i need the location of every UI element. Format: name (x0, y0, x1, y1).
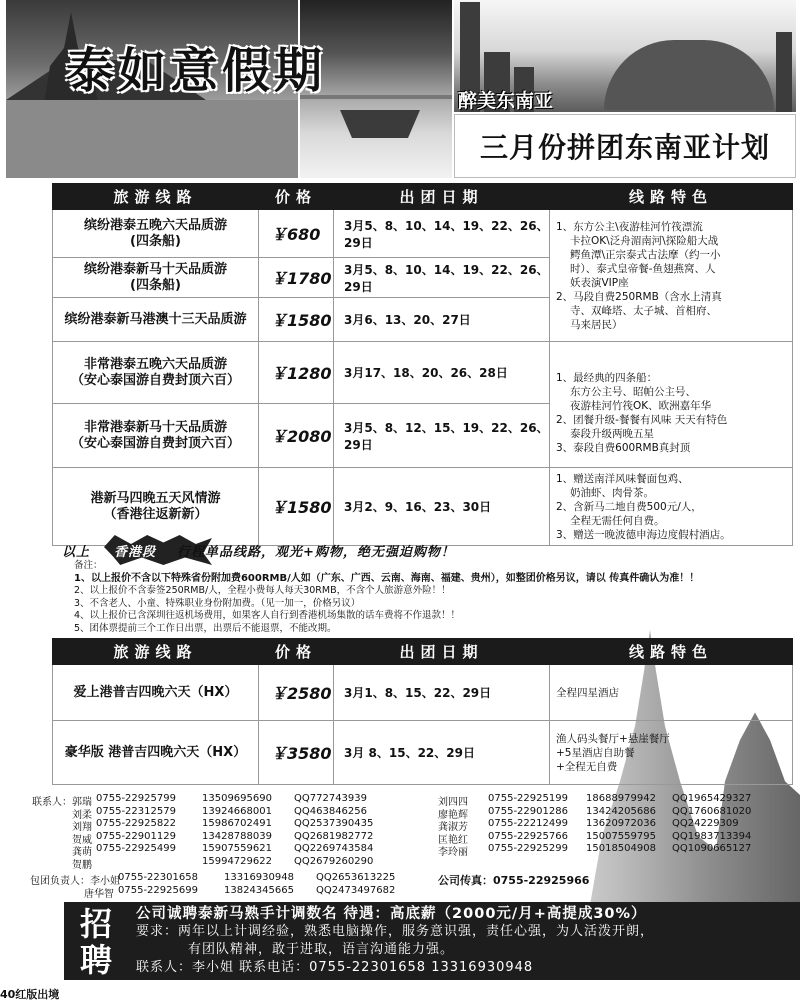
header-banner (6, 0, 796, 180)
contacts-left (30, 793, 414, 871)
contact-row: 李玲丽 0755-22925299 15018504908 QQ1090665127 (438, 843, 752, 858)
contacts-right (438, 793, 751, 856)
recruit-requirement: 有团队精神，敢于进取，语言沟通能力强。 (188, 942, 455, 957)
skyscraper-shape (776, 32, 792, 112)
header-route: 旅游线路 (53, 639, 259, 665)
route-price: ￥3580 (259, 721, 334, 785)
route-price: ￥2080 (259, 404, 334, 468)
route-features: 渔人码头餐厅+悬崖餐厅 +5星酒店自助餐 +全程无自费 (550, 721, 793, 785)
route-features: 1、东方公主\夜游桂河竹筏漂流 卡拉OK\泛舟湄南河\探险船大战 鳄鱼潭\正宗泰式古法摩（约一小 时）、泰式皇帝餐-鱼翅燕窝、人 妖表演VIP座 2、马段自费250RMB（含水上清真 寺、双峰塔、太子城、首相府、 马来居民） (550, 210, 793, 342)
recruit-contact: 联系人：李小姐 联系电话：0755-22301658 13316930948 (136, 960, 534, 975)
note-item: 5、团体票提前三个工作日出票，出票后不能退票，不能改期。 (74, 622, 337, 634)
route-table-2 (52, 638, 793, 785)
table-row (53, 721, 793, 785)
note-item: 4、以上报价已含深圳往返机场费用，如果客人自行到香港机场集散的话车费将不作退款！！ (74, 610, 461, 621)
contact-row: 龚淑芳 0755-22212499 13620972036 QQ24229309 (438, 818, 739, 833)
table-row (53, 665, 793, 721)
note-item: 1、以上报价不含以下特殊省份附加费600RMB/人如（广东、广西、云南、海南、福建、贵州），如整团价格另议，请以 传真件确认为准！！ (74, 572, 700, 584)
recruitment-banner (64, 902, 800, 980)
slogan-rest: 行程单品线路，观光+购物，绝无强迫购物！ (177, 545, 455, 560)
route-table-1 (52, 183, 793, 546)
contact-row: 龚萌 0755-22925499 15907559621 QQ2269743584 (72, 843, 374, 858)
note-item: 3、不含老人、小童、特殊职业身份附加费。（见一加一，价格另议） (74, 597, 361, 609)
route-dates: 3月1、8、15、22、29日 (334, 665, 550, 721)
esplanade-dome-shape (604, 40, 774, 110)
route-name: 非常港泰新马十天品质游 （安心泰国游自费封顶六百） (53, 404, 259, 468)
route-dates: 3月2、9、16、23、30日 (334, 468, 550, 546)
route-features: 全程四星酒店 (550, 665, 793, 721)
route-dates: 3月17、18、20、26、28日 (334, 342, 550, 404)
route-name: 缤纷港泰五晚六天品质游 (四条船) (53, 210, 259, 258)
contact-row: 贺鹏 15994729622 QQ2679260290 (72, 855, 374, 871)
contact-row: 匡艳红 0755-22925766 15007559795 QQ1983713394 (438, 830, 752, 846)
notes-section (52, 541, 792, 635)
contact-row: 廖艳辉 0755-22901286 13424205686 QQ1760681020 (438, 805, 752, 821)
route-name: 缤纷港泰新马十天品质游 (四条船) (53, 258, 259, 298)
route-dates: 3月5、8、12、15、19、22、26、29日 (334, 404, 550, 468)
route-name: 爱上港普吉四晚六天（HX） (53, 665, 259, 721)
contacts-section (30, 793, 800, 899)
contact-row: 刘翔 0755-22925822 15986702491 QQ2537390435 (72, 818, 374, 833)
slogan: 以上 (62, 545, 91, 560)
table-row (53, 468, 793, 546)
route-name: 缤纷港泰新马港澳十三天品质游 (53, 298, 259, 342)
route-dates: 3月 8、15、22、29日 (334, 721, 550, 785)
route-price: ￥1580 (259, 298, 334, 342)
page-footer: 40红版出境 (0, 988, 60, 1000)
route-dates: 3月5、8、10、14、19、22、26、29日 (334, 258, 550, 298)
route-price: ￥680 (259, 210, 334, 258)
palace-wall-shape (6, 100, 298, 178)
note-item: 2、以上报价不含泰签250RMB/人，全程小费每人每天30RMB，不含个人旅游意外险！！ (74, 585, 451, 596)
boat-shape (340, 98, 420, 138)
notes-list (74, 560, 699, 635)
table-row (53, 210, 793, 258)
recruit-requirement: 要求：两年以上计调经验，熟悉电脑操作，服务意识强，责任心强，为人活泼开朗， (136, 924, 655, 939)
slogan-highlight: 香港段 (114, 545, 157, 560)
header-features: 线路特色 (550, 184, 793, 210)
recruit-headline: 公司诚聘泰新马熟手计调数名 待遇：高底薪（2000元/月+高提成30%） (136, 906, 647, 922)
contact-row: 联系人：郭瑞 0755-22925799 13509695690 QQ772743939 (32, 793, 368, 808)
header-price: 价格 (259, 639, 334, 665)
route-name: 港新马四晚五天风情游 （香港往返新新） (53, 468, 259, 546)
table-row (53, 342, 793, 404)
company-fax: 公司传真：0755-22925966 (438, 874, 590, 887)
header-route: 旅游线路 (53, 184, 259, 210)
recruit-details (136, 905, 654, 977)
header-dates: 出团日期 (334, 639, 550, 665)
recruit-title: 招 聘 (80, 905, 113, 979)
group-contact-row: 唐华智 0755-22925699 13824345665 QQ2473497682 (84, 885, 396, 900)
notes-label: 备注： (74, 560, 103, 571)
route-features: 1、最经典的四条船： 东方公主号、昭帕公主号、 夜游桂河竹筏OK、欧洲嘉年华 2、团餐升级-餐餐有风味 天天有特色 泰段升级两晚五星 3、泰段自费600RMB真封顶 (550, 342, 793, 468)
contact-row: 贺威 0755-22901129 13428788039 QQ2681982772 (72, 830, 374, 846)
header-price: 价格 (259, 184, 334, 210)
group-contact-row: 包团负责人：李小姐 0755-22301658 13316930948 QQ2653613225 公司传真：0755-22925966 (30, 872, 590, 887)
route-dates: 3月5、8、10、14、19、22、26、29日 (334, 210, 550, 258)
header-dates: 出团日期 (334, 184, 550, 210)
brand-title: 泰如意假期 (66, 43, 327, 99)
contact-row: 刘柔 0755-22312579 13924668001 QQ463846256 (72, 805, 368, 821)
route-dates: 3月6、13、20、27日 (334, 298, 550, 342)
route-price: ￥1780 (259, 258, 334, 298)
route-name: 豪华版 港普吉四晚六天（HX） (53, 721, 259, 785)
route-price: ￥2580 (259, 665, 334, 721)
contact-row: 刘四四 0755-22925199 18688979942 QQ1965429327 (438, 793, 752, 808)
banner-subtitle: 醉美东南亚 (458, 90, 554, 112)
plan-title: 三月份拼团东南亚计划 (454, 114, 796, 178)
route-name: 非常港泰五晚六天品质游 （安心泰国游自费封顶六百） (53, 342, 259, 404)
route-features: 1、赠送南洋风味餐面包鸡、 奶油虾、肉骨茶。 2、含新马二地自费500元/人， 全程无需任何自费。 3、赠送一晚波德申海边度假村酒店。 (550, 468, 793, 546)
route-price: ￥1280 (259, 342, 334, 404)
header-features: 线路特色 (550, 639, 793, 665)
route-price: ￥1580 (259, 468, 334, 546)
